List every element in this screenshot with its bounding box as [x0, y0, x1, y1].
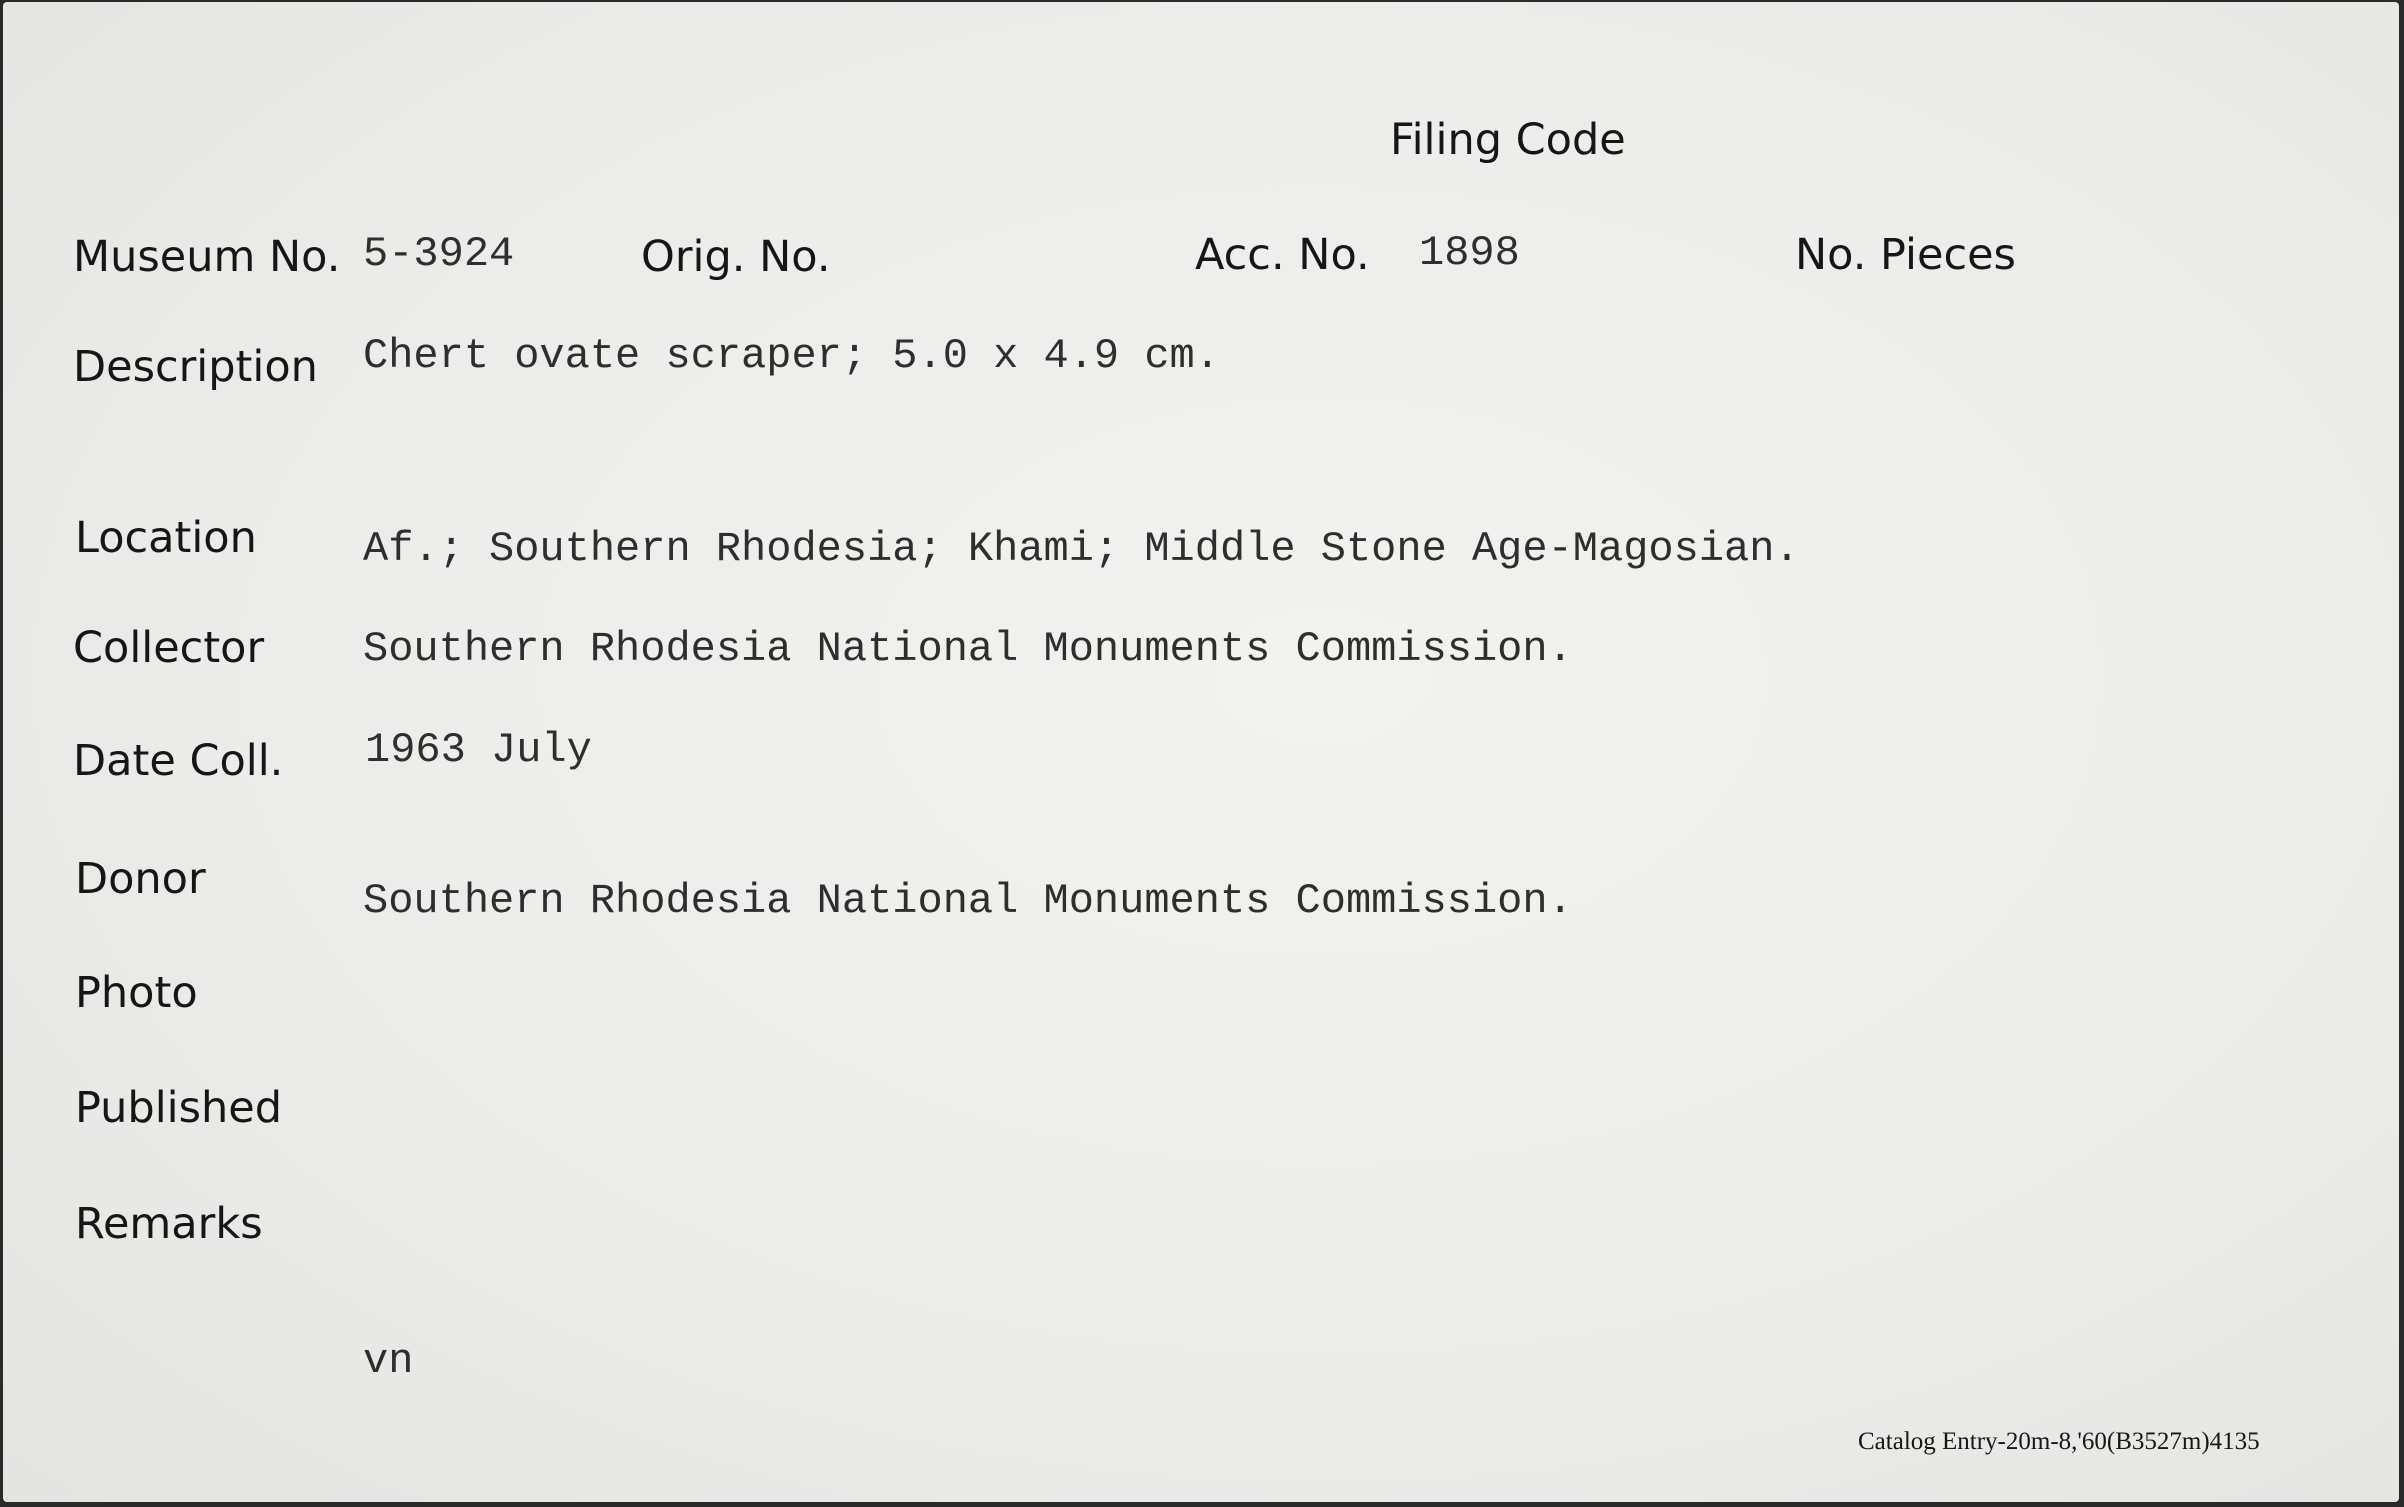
location-label: Location: [75, 513, 257, 563]
catalog-entry-footer: Catalog Entry-20m-8,'60(B3527m)4135: [1858, 1428, 2260, 1455]
orig-no-label: Orig. No.: [641, 232, 831, 282]
published-label: Published: [75, 1083, 283, 1133]
catalog-card: [3, 2, 2399, 1502]
museum-no-value: 5-3924: [363, 230, 515, 278]
description-label: Description: [73, 342, 318, 392]
filing-code-label: Filing Code: [1390, 115, 1626, 165]
acc-no-label: Acc. No.: [1195, 230, 1370, 280]
photo-label: Photo: [75, 968, 198, 1018]
donor-label: Donor: [75, 854, 206, 904]
collector-label: Collector: [73, 623, 265, 673]
collector-value: Southern Rhodesia National Monuments Commission.: [363, 625, 1573, 673]
museum-no-label: Museum No.: [73, 232, 341, 282]
donor-value: Southern Rhodesia National Monuments Commission.: [363, 877, 1573, 925]
initials-value: vn: [363, 1337, 414, 1385]
location-value: Af.; Southern Rhodesia; Khami; Middle Stone Age-Magosian.: [363, 525, 1800, 573]
date-coll-label: Date Coll.: [73, 736, 284, 786]
date-coll-value: 1963 July: [365, 726, 592, 774]
remarks-label: Remarks: [75, 1199, 263, 1249]
acc-no-value: 1898: [1419, 229, 1520, 277]
description-value: Chert ovate scraper; 5.0 x 4.9 cm.: [363, 332, 1220, 380]
no-pieces-label: No. Pieces: [1795, 230, 2016, 280]
